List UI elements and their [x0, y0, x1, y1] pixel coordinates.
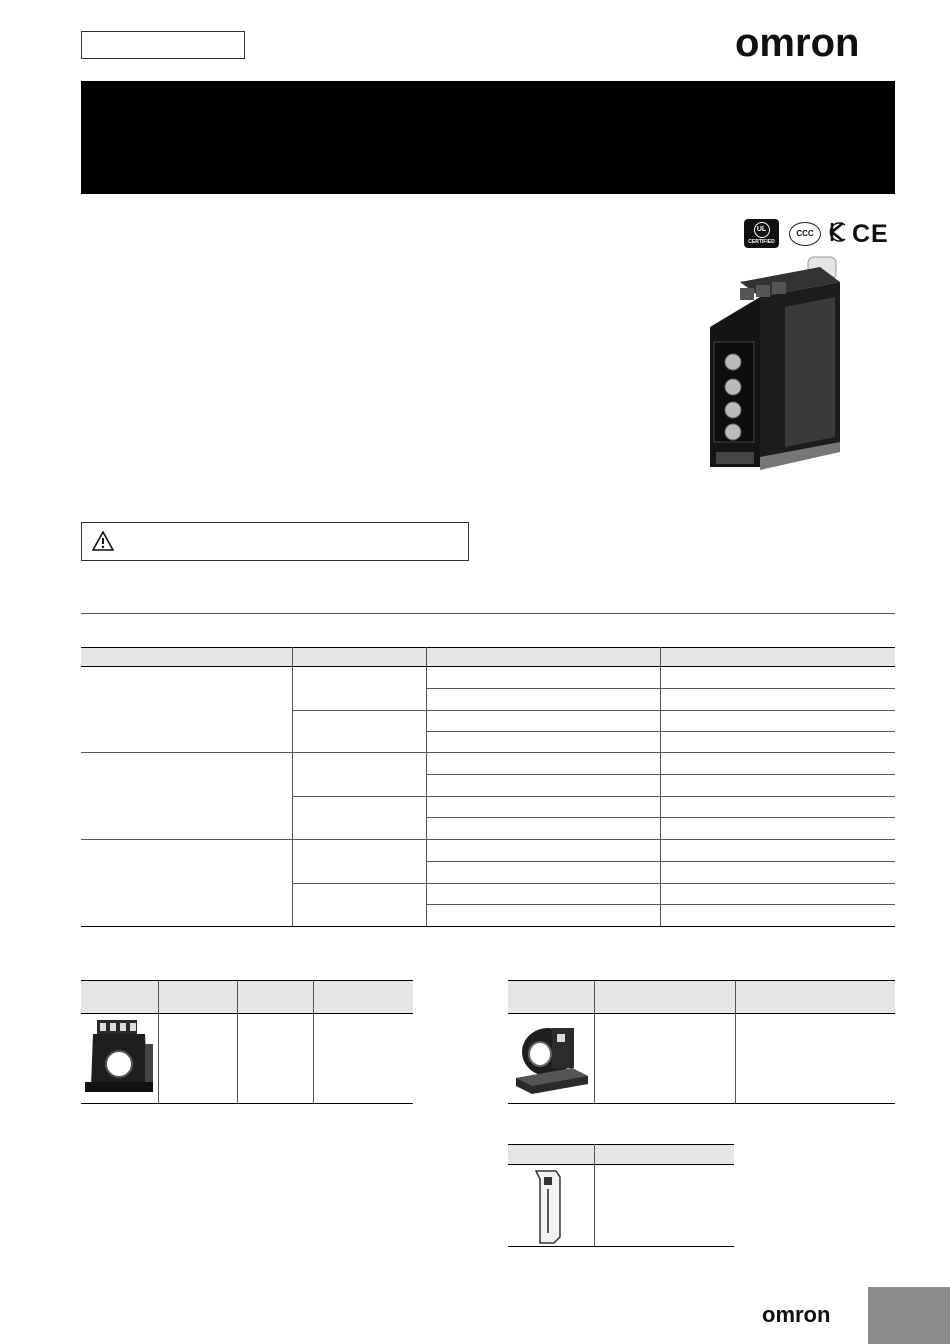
title-banner	[81, 81, 895, 194]
model-label-box	[81, 31, 245, 59]
table-column-rule	[594, 1144, 595, 1246]
ccc-mark-icon	[789, 222, 821, 246]
page-tab	[868, 1287, 950, 1344]
omron-logo: omron	[735, 21, 860, 65]
table-rule	[81, 1013, 413, 1014]
end-plate-image	[530, 1167, 570, 1245]
table-rule	[81, 1103, 413, 1104]
ce-mark-icon: CE	[852, 220, 889, 248]
table-rule	[81, 666, 895, 667]
ordering-table-header	[81, 647, 895, 666]
table-column-rule	[237, 980, 238, 1103]
table-row-rule	[426, 731, 895, 732]
warning-icon	[92, 531, 114, 556]
table-row-rule	[426, 774, 895, 775]
table-row-rule	[292, 883, 895, 884]
section-divider	[81, 613, 895, 614]
table-row-rule	[426, 904, 895, 905]
footer-omron-logo: omron	[762, 1302, 831, 1327]
table-row-rule	[426, 688, 895, 689]
table-rule	[508, 1144, 734, 1145]
current-transformer-image	[83, 1016, 155, 1100]
table-rule	[508, 1164, 734, 1165]
table-column-rule	[313, 980, 314, 1103]
split-core-ct-image	[512, 1016, 592, 1100]
table-row-rule	[426, 817, 895, 818]
table-column-rule	[158, 980, 159, 1103]
table-rule	[508, 1103, 895, 1104]
ccc-mark-text: CCC	[796, 229, 814, 238]
table-rule	[81, 980, 413, 981]
ul-certified-text: CERTIFIED	[748, 239, 775, 245]
table-row-rule	[292, 796, 895, 797]
kc-mark-icon	[829, 221, 847, 243]
ct-table-header	[81, 980, 413, 1013]
table-row-rule	[81, 752, 895, 753]
table-column-rule	[735, 980, 736, 1103]
table-rule	[508, 1013, 895, 1014]
table-rule	[81, 647, 895, 648]
product-image	[700, 252, 860, 477]
table-row-rule	[426, 861, 895, 862]
table-row-rule	[81, 839, 895, 840]
table-rule	[81, 926, 895, 927]
table-row-rule	[292, 710, 895, 711]
table-rule	[508, 1246, 734, 1247]
ul-certified-icon	[744, 219, 779, 248]
accessory-table-header	[508, 1144, 734, 1164]
table-column-rule	[426, 647, 427, 666]
table-column-rule	[594, 980, 595, 1103]
split-ct-table-header	[508, 980, 895, 1013]
ul-mark-text: UL	[754, 222, 770, 238]
table-column-rule	[292, 647, 293, 666]
table-rule	[508, 980, 895, 981]
table-column-rule	[660, 647, 661, 666]
warning-box	[81, 522, 469, 561]
